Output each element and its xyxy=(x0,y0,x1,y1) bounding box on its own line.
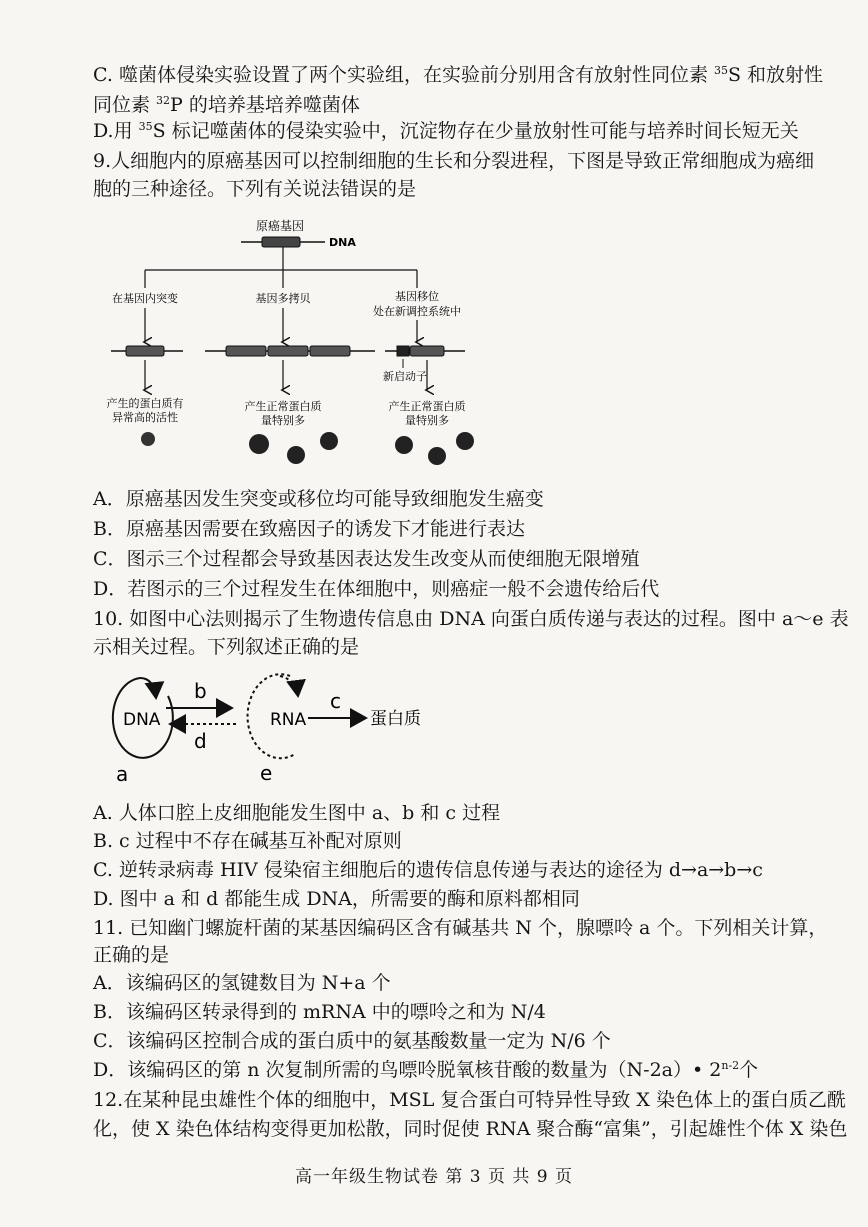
fig2-dna-label: DNA xyxy=(123,710,161,730)
fig1-promoter-label: 新启动子 xyxy=(383,370,427,383)
q8-option-c-line2: 同位素 $^{32}$P 的培养基培养噬菌体 xyxy=(93,94,360,116)
q12-stem-line2: 化，使 X 染色体结构变得更加松散，同时促使 RNA 聚合酶“富集”，引起雄性个体 X 染色 xyxy=(93,1118,848,1140)
fig1-top-gene-box xyxy=(262,237,300,247)
fig1-path3-label2: 处在新调控系统中 xyxy=(373,305,461,318)
fig1-path2-gene-copy xyxy=(268,346,308,356)
fig1-path1-gene xyxy=(126,346,164,356)
fig2-protein-label: 蛋白质 xyxy=(370,709,421,729)
q8-option-d: D.用 $^{35}$S 标记噬菌体的侵染实验中，沉淀物存在少量放射性可能与培养时间长短无关 xyxy=(93,120,799,142)
q10-option-c: C. 逆转录病毒 HIV 侵染宿主细胞后的遗传信息传递与表达的途径为 d→a→b→c xyxy=(93,859,763,881)
q9-option-d: D．若图示的三个过程发生在体细胞中，则癌症一般不会遗传给后代 xyxy=(93,578,660,600)
fig1-path2-label: 基因多拷贝 xyxy=(255,292,311,305)
q10-option-a: A. 人体口腔上皮细胞能发生图中 a、b 和 c 过程 xyxy=(93,802,501,824)
fig1-protein-blob xyxy=(320,432,338,450)
fig1-result3-line1: 产生正常蛋白质 xyxy=(388,400,466,413)
q9-option-b: B．原癌基因需要在致癌因子的诱发下才能进行表达 xyxy=(93,518,525,540)
fig1-protein-blob xyxy=(456,432,474,450)
q10-option-b: B. c 过程中不存在碱基互补配对原则 xyxy=(93,830,402,852)
q11-option-b: B．该编码区转录得到的 mRNA 中的嘌呤之和为 N/4 xyxy=(93,1001,546,1023)
fig1-result1-line1: 产生的蛋白质有 xyxy=(106,397,184,410)
oncogene-pathways-figure xyxy=(93,212,513,467)
fig2-d-label: d xyxy=(194,729,207,753)
q9-stem-line2: 胞的三种途径。下列有关说法错误的是 xyxy=(93,178,417,200)
q8-option-c-line1: C. 噬菌体侵染实验设置了两个实验组，在实验前分别用含有放射性同位素 $^{35}$S 和放射性 xyxy=(93,64,824,86)
fig2-e-label: e xyxy=(260,761,273,785)
fig1-path3-gene xyxy=(410,346,444,356)
fig2-b-label: b xyxy=(194,679,207,703)
fig1-protein-blob xyxy=(287,446,305,464)
q11-stem-line1: 11. 已知幽门螺旋杆菌的某基因编码区含有碱基共 N 个，腺嘌呤 a 个。下列相关计算， xyxy=(93,917,828,939)
fig1-result2-line1: 产生正常蛋白质 xyxy=(244,400,322,413)
fig2-a-label: a xyxy=(116,762,129,786)
page-footer: 高一年级生物试卷 第 3 页 共 9 页 xyxy=(294,1167,574,1187)
q11-stem-line2: 正确的是 xyxy=(93,944,170,966)
central-dogma-figure xyxy=(90,668,470,790)
fig1-result2-line2: 量特别多 xyxy=(261,414,305,427)
q10-stem-line1: 10. 如图中心法则揭示了生物遗传信息由 DNA 向蛋白质传递与表达的过程。图中 a～e 表 xyxy=(93,608,849,630)
fig1-result1-line2: 异常高的活性 xyxy=(112,411,178,424)
fig1-path3-label1: 基因移位 xyxy=(395,290,439,303)
fig1-result3-line2: 量特别多 xyxy=(405,414,449,427)
fig1-protein-blob xyxy=(141,432,155,446)
q9-option-c: C．图示三个过程都会导致基因表达发生改变从而使细胞无限增殖 xyxy=(93,548,640,570)
fig1-path1-label: 在基因内突变 xyxy=(112,292,178,305)
fig1-path2-gene-copy xyxy=(226,346,266,356)
fig1-protein-blob xyxy=(395,436,413,454)
q9-stem-line1: 9.人细胞内的原癌基因可以控制细胞的生长和分裂进程，下图是导致正常细胞成为癌细 xyxy=(93,150,815,172)
q11-option-a: A．该编码区的氢键数目为 N+a 个 xyxy=(93,972,391,994)
q9-option-a: A．原癌基因发生突变或移位均可能导致细胞发生癌变 xyxy=(93,488,544,510)
fig1-new-promoter xyxy=(397,346,409,356)
q10-option-d: D. 图中 a 和 d 都能生成 DNA，所需要的酶和原料都相同 xyxy=(93,888,580,910)
q11-option-d: D．该编码区的第 n 次复制所需的鸟嘌呤脱氧核苷酸的数量为（N-2a）• 2$^{n-2}$个 xyxy=(93,1059,759,1081)
fig1-protein-blob xyxy=(249,434,269,454)
fig1-gene-label: 原癌基因 xyxy=(255,219,305,233)
fig2-rna-label: RNA xyxy=(270,710,307,730)
fig1-protein-blob xyxy=(428,447,446,465)
fig1-path2-gene-copy xyxy=(310,346,350,356)
q10-stem-line2: 示相关过程。下列叙述正确的是 xyxy=(93,636,360,658)
fig1-dna-label: DNA xyxy=(329,236,356,249)
fig2-c-label: c xyxy=(330,689,341,713)
q12-stem-line1: 12.在某种昆虫雄性个体的细胞中，MSL 复合蛋白可特异性导致 X 染色体上的蛋白质乙酰 xyxy=(93,1089,846,1111)
q11-option-c: C．该编码区控制合成的蛋白质中的氨基酸数量一定为 N/6 个 xyxy=(93,1030,611,1052)
